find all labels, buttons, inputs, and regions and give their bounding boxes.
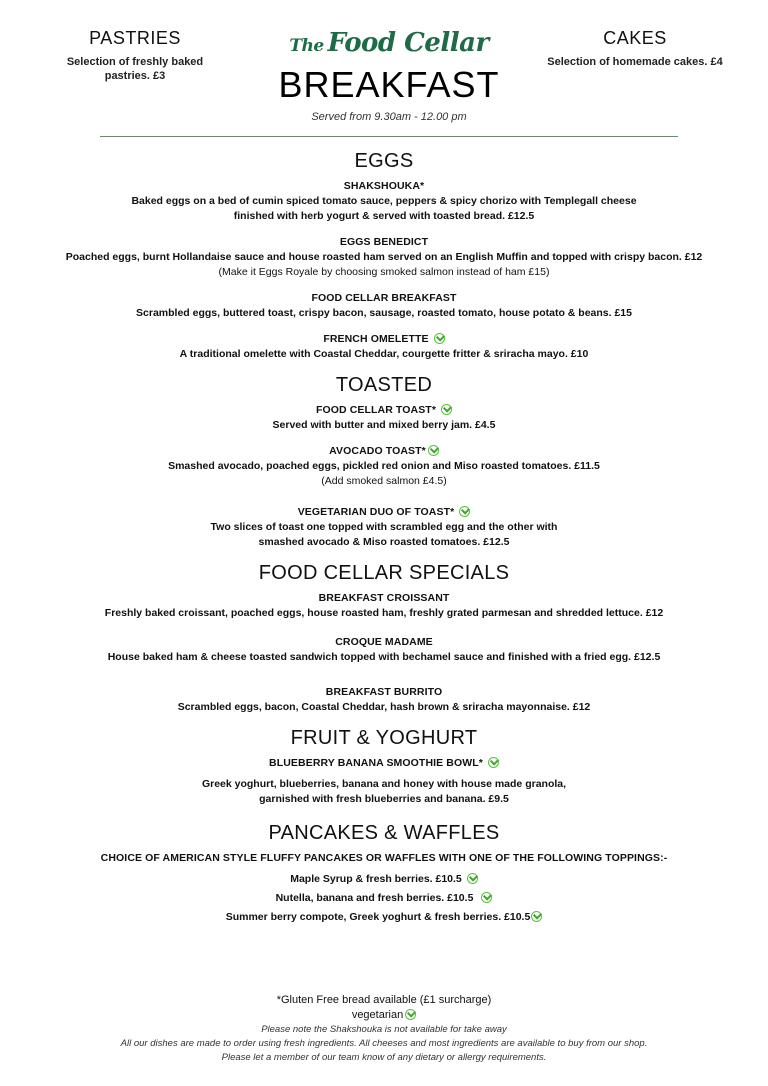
- vegetarian-icon: [459, 506, 470, 517]
- pastries-desc-text: Selection of freshly baked pastries.: [66, 56, 204, 82]
- cakes-desc: [545, 55, 725, 69]
- section-specials: [0, 561, 768, 715]
- topping-label: Summer berry compote, Greek yoghurt & fresh berries. £10.5: [225, 911, 531, 923]
- topping-item: [0, 908, 768, 927]
- served-hours: Served from 9.30am - 12.00 pm: [311, 111, 467, 123]
- item-name: EGGS BENEDICT: [339, 236, 429, 248]
- logo-the: The: [289, 36, 324, 56]
- menu-item: [0, 591, 768, 621]
- gluten-free-note: *Gluten Free bread available (£1 surcharge): [276, 994, 492, 1006]
- item-desc: Served with butter and mixed berry jam. £4.5: [272, 419, 496, 431]
- menu-item: [0, 685, 768, 715]
- item-desc: Freshly baked croissant, poached eggs, house roasted ham, freshly grated parmesan and shredded lettuce. £12: [104, 607, 664, 619]
- item-desc: Scrambled eggs, bacon, Coastal Cheddar, hash brown & sriracha mayonnaise. £12: [177, 701, 591, 713]
- item-note: (Make it Eggs Royale by choosing smoked salmon instead of ham £15): [218, 266, 550, 278]
- menu: [0, 143, 768, 927]
- section-eggs: [0, 149, 768, 362]
- item-name: CROQUE MADAME: [335, 636, 433, 648]
- topping-label: Nutella, banana and fresh berries. £10.5: [275, 892, 474, 904]
- item-desc: Two slices of toast one topped with scrambled egg and the other with: [210, 521, 558, 533]
- item-name: BREAKFAST CROISSANT: [318, 592, 450, 604]
- item-name: [0, 332, 768, 347]
- vegetarian-icon: [405, 1009, 416, 1020]
- menu-item: [0, 291, 768, 321]
- section-title: PANCAKES & WAFFLES: [268, 822, 500, 844]
- vegetarian-icon: [488, 757, 499, 768]
- item-name: FOOD CELLAR BREAKFAST: [311, 292, 457, 304]
- logo-name: Food Cellar: [327, 28, 489, 58]
- item-name: BREAKFAST BURRITO: [325, 686, 443, 698]
- item-name: SHAKSHOUKA*: [343, 180, 425, 192]
- section-title: EGGS: [354, 150, 414, 172]
- item-note: (Add smoked salmon £4.5): [321, 475, 447, 487]
- header-divider: [100, 136, 678, 137]
- menu-item: [0, 635, 768, 665]
- allergy-note: Please let a member of our team know of any dietary or allergy requirements.: [221, 1052, 547, 1063]
- item-name: [0, 505, 768, 520]
- item-desc: garnished with fresh blueberries and banana. £9.5: [259, 793, 509, 805]
- menu-item: [0, 756, 768, 807]
- item-desc: Scrambled eggs, buttered toast, crispy bacon, sausage, roasted tomato, house potato & beans. £15: [136, 307, 632, 319]
- takeaway-note: Please note the Shakshouka is not available for take away: [261, 1024, 507, 1035]
- item-desc: Baked eggs on a bed of cumin spiced tomato sauce, peppers & spicy chorizo with Templegall cheese: [131, 195, 637, 207]
- cakes-price: £4: [710, 56, 723, 68]
- cakes-box: [545, 28, 725, 69]
- item-desc: Smashed avocado, poached eggs, pickled red onion and Miso roasted tomatoes. £11.5: [168, 460, 600, 472]
- item-name-text: VEGETARIAN DUO OF TOAST*: [297, 506, 455, 518]
- item-name-text: BLUEBERRY BANANA SMOOTHIE BOWL*: [269, 757, 483, 769]
- topping-item: [0, 889, 768, 908]
- menu-item: [0, 505, 768, 550]
- pastries-title: PASTRIES: [89, 28, 181, 48]
- item-name: [0, 444, 768, 459]
- section-title: TOASTED: [335, 374, 433, 396]
- item-desc: smashed avocado & Miso roasted tomatoes. £12.5: [258, 536, 510, 548]
- menu-item: [0, 403, 768, 433]
- ingredients-note: All our dishes are made to order using fresh ingredients. All cheeses and most ingredients are available to buy from our shop.: [120, 1038, 648, 1049]
- item-name-text: FOOD CELLAR TOAST*: [315, 404, 437, 416]
- menu-item: [0, 179, 768, 224]
- item-desc: Poached eggs, burnt Hollandaise sauce and house roasted ham served on an English Muffin and topped with crispy bacon. £12: [65, 251, 703, 263]
- item-desc: Greek yoghurt, blueberries, banana and honey with house made granola,: [201, 778, 567, 790]
- cakes-title: CAKES: [603, 28, 667, 48]
- vegetarian-icon: [531, 911, 542, 922]
- topping-item: [0, 870, 768, 889]
- menu-item: [0, 235, 768, 280]
- pastries-price: £3: [153, 70, 166, 82]
- cakes-desc-text: Selection of homemade cakes.: [547, 56, 708, 68]
- menu-item: [0, 332, 768, 362]
- item-name-text: FRENCH OMELETTE: [323, 333, 429, 345]
- item-desc: A traditional omelette with Coastal Cheddar, courgette fritter & sriracha mayo. £10: [179, 348, 589, 360]
- vegetarian-key-label: vegetarian: [351, 1009, 404, 1021]
- vegetarian-icon: [441, 404, 452, 415]
- section-pancakes: [0, 821, 768, 927]
- vegetarian-icon: [434, 333, 445, 344]
- item-desc: finished with herb yogurt & served with toasted bread. £12.5: [233, 210, 535, 222]
- vegetarian-key: [0, 1008, 768, 1023]
- section-title: FRUIT & YOGHURT: [290, 727, 478, 749]
- item-name: [0, 403, 768, 418]
- menu-item: [0, 444, 768, 489]
- topping-label: Maple Syrup & fresh berries. £10.5: [290, 873, 462, 885]
- item-name-text: AVOCADO TOAST*: [329, 445, 426, 457]
- section-fruit: [0, 726, 768, 807]
- vegetarian-icon: [428, 445, 439, 456]
- section-title: FOOD CELLAR SPECIALS: [258, 562, 510, 584]
- item-name: [0, 756, 768, 771]
- pancakes-intro: CHOICE OF AMERICAN STYLE FLUFFY PANCAKES OR WAFFLES WITH ONE OF THE FOLLOWING TOPPINGS:-: [100, 852, 668, 864]
- section-toasted: [0, 373, 768, 550]
- item-desc: House baked ham & cheese toasted sandwich topped with bechamel sauce and finished with a fried egg. £12.5: [107, 651, 661, 663]
- vegetarian-icon: [481, 892, 492, 903]
- footer: [0, 993, 768, 1065]
- page-title: BREAKFAST: [278, 64, 500, 105]
- vegetarian-icon: [467, 873, 478, 884]
